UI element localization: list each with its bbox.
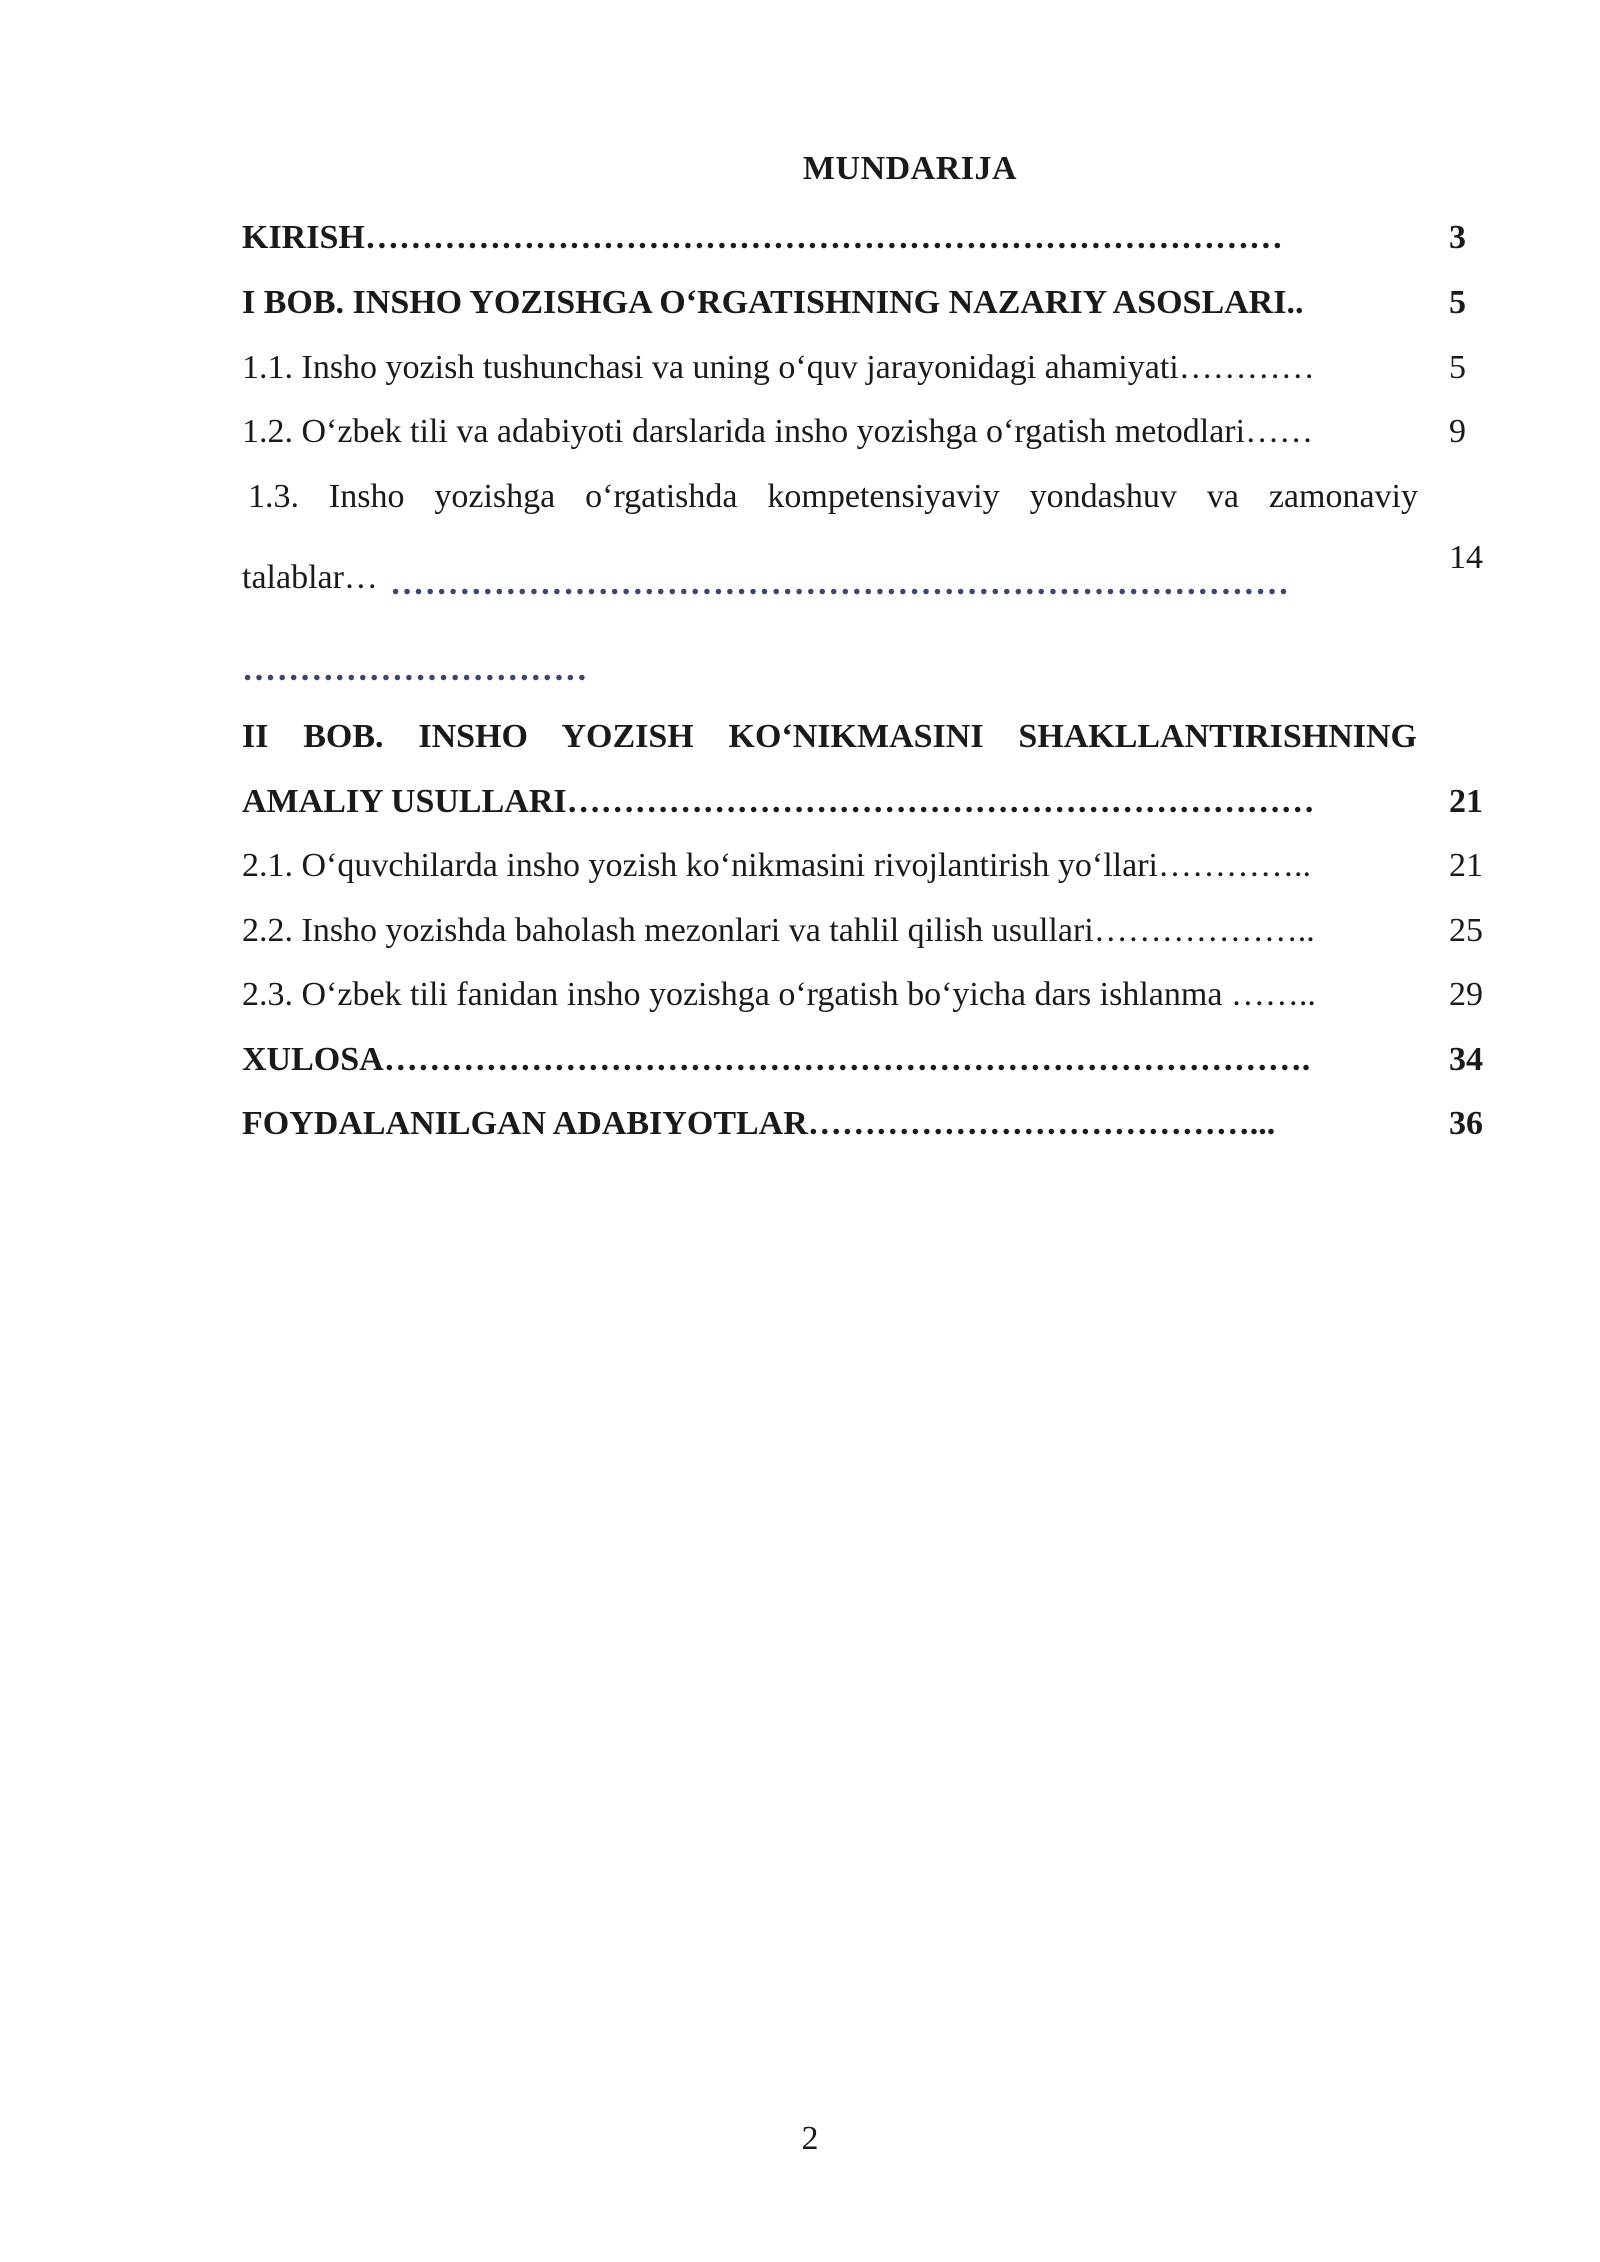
toc-entry-text: XULOSA………………………………………………………………………. bbox=[242, 1041, 1311, 1078]
toc-entry-text: 1.2. O‘zbek tili va adabiyoti darslarida insho yozishga o‘rgatish metodlari…… bbox=[242, 413, 1314, 450]
toc-entry-chapter-2-cont[interactable] bbox=[242, 778, 1483, 826]
toc-entry-text: II BOB. INSHO YOZISH KO‘NIKMASINI SHAKLLANTIRISHNING bbox=[242, 718, 1417, 755]
toc-entry-page: 14 bbox=[1449, 539, 1483, 576]
toc-entry-text: AMALIY USULLARI………………………………………………………… bbox=[242, 783, 1315, 820]
toc-title: MUNDARIJA bbox=[802, 150, 1018, 187]
toc-entry-section-2-1[interactable] bbox=[242, 842, 1483, 890]
toc-entry-text: I BOB. INSHO YOZISHGA O‘RGATISHNING NAZARIY ASOSLARI.. bbox=[242, 284, 1304, 321]
toc-entry-text: FOYDALANILGAN ADABIYOTLAR…………………………………... bbox=[242, 1105, 1276, 1142]
toc-entry-section-1-1[interactable] bbox=[242, 344, 1466, 392]
toc-entry-text: 1.3. Insho yozishga o‘rgatishda kompetensiyaviy yondashuv va zamonaviy bbox=[248, 478, 1418, 515]
toc-entry-page: 9 bbox=[1449, 413, 1466, 450]
toc-entry-text: 2.3. O‘zbek tili fanidan insho yozishga o‘rgatish bo‘yicha dars ishlanma …….. bbox=[242, 976, 1316, 1013]
toc-entry-page: 21 bbox=[1449, 847, 1483, 884]
toc-entry-page: 25 bbox=[1449, 912, 1483, 949]
toc-entry-kirish[interactable] bbox=[242, 214, 1466, 262]
toc-entry-text: 2.1. O‘quvchilarda insho yozish ko‘nikmasini rivojlantirish yo‘llari………….. bbox=[242, 847, 1311, 884]
toc-entry-xulosa[interactable] bbox=[242, 1036, 1483, 1084]
toc-entry-page: 21 bbox=[1449, 783, 1483, 820]
toc-entry-chapter-2[interactable] bbox=[242, 713, 1417, 761]
toc-entry-page: 29 bbox=[1449, 976, 1483, 1013]
toc-entry-page: 34 bbox=[1449, 1041, 1483, 1078]
toc-entry-section-2-2[interactable] bbox=[242, 907, 1483, 955]
leader-dots: …………………………………………………………………… bbox=[390, 565, 1290, 602]
toc-entry-text: 2.2. Insho yozishda baholash mezonlari va tahlil qilish usullari……………….. bbox=[242, 912, 1315, 949]
toc-entry-page: 3 bbox=[1449, 219, 1466, 256]
toc-entry-text: 1.1. Insho yozish tushunchasi va uning o‘quv jarayonidagi ahamiyati………… bbox=[242, 349, 1315, 386]
toc-entry-bibliography[interactable] bbox=[242, 1100, 1483, 1148]
toc-entry-page: 5 bbox=[1449, 284, 1466, 321]
toc-entry-text: talablar… bbox=[242, 559, 378, 596]
toc-entry-section-2-3[interactable] bbox=[242, 971, 1483, 1019]
page-number: 2 bbox=[801, 2120, 819, 2157]
toc-entry-page: 36 bbox=[1449, 1105, 1483, 1142]
toc-entry-text: KIRISH……………………………………………………………………… bbox=[242, 219, 1283, 256]
toc-entry-page: 5 bbox=[1449, 349, 1466, 386]
leader-dots: ………………………… bbox=[242, 651, 588, 688]
toc-entry-chapter-1[interactable] bbox=[242, 279, 1466, 327]
toc-entry-section-1-2[interactable] bbox=[242, 408, 1466, 456]
toc-entry-section-1-3[interactable] bbox=[248, 473, 1418, 521]
